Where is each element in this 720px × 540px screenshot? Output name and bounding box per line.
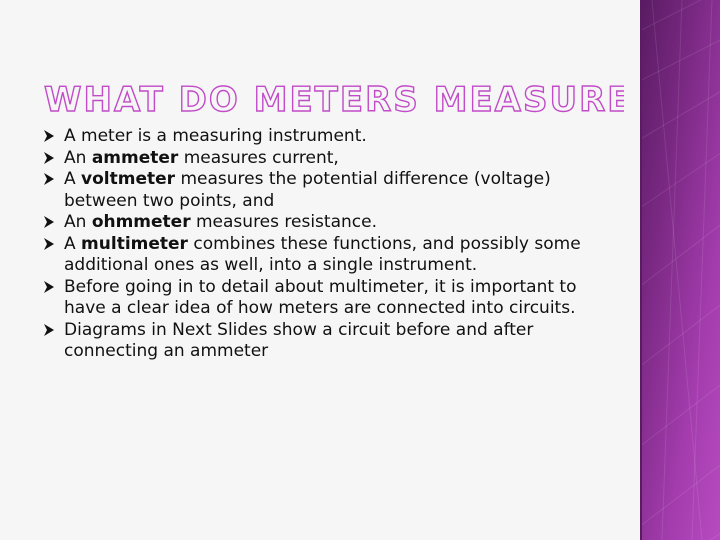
bullet-item <box>42 126 612 148</box>
bullet-text: An ammeter measures current, <box>64 147 339 168</box>
slide-title-text: WHAT DO METERS MEASURE <box>44 80 624 118</box>
bullet-text: A multimeter combines these functions, and possibly some additional ones as well, into a single instrument. <box>64 233 581 275</box>
bullet-item <box>42 148 612 170</box>
panel-pattern-icon <box>642 0 720 540</box>
bullet-text: An ohmmeter measures resistance. <box>64 212 377 232</box>
slide-title <box>44 78 624 118</box>
arrow-bullet-icon <box>42 151 56 165</box>
arrow-bullet-icon <box>42 237 56 251</box>
bullet-item <box>42 277 612 320</box>
bullet-text: A voltmeter measures the potential difference (voltage) between two points, and <box>64 169 551 211</box>
arrow-bullet-icon <box>42 172 56 186</box>
bullet-text: A meter is a measuring instrument. <box>64 126 367 146</box>
decorative-side-panel <box>642 0 720 540</box>
arrow-bullet-icon <box>42 280 56 294</box>
bullet-item <box>42 320 612 363</box>
bullet-text: Before going in to detail about multimeter, it is important to have a clear idea of how meters are connected into circuits. <box>64 276 577 318</box>
bullet-item <box>42 169 612 212</box>
bullet-text: Diagrams in Next Slides show a circuit before and after connecting an ammeter <box>64 319 534 361</box>
bullet-item <box>42 212 612 234</box>
arrow-bullet-icon <box>42 323 56 337</box>
bullet-list <box>42 126 612 363</box>
arrow-bullet-icon <box>42 129 56 143</box>
arrow-bullet-icon <box>42 215 56 229</box>
bullet-item <box>42 234 612 277</box>
